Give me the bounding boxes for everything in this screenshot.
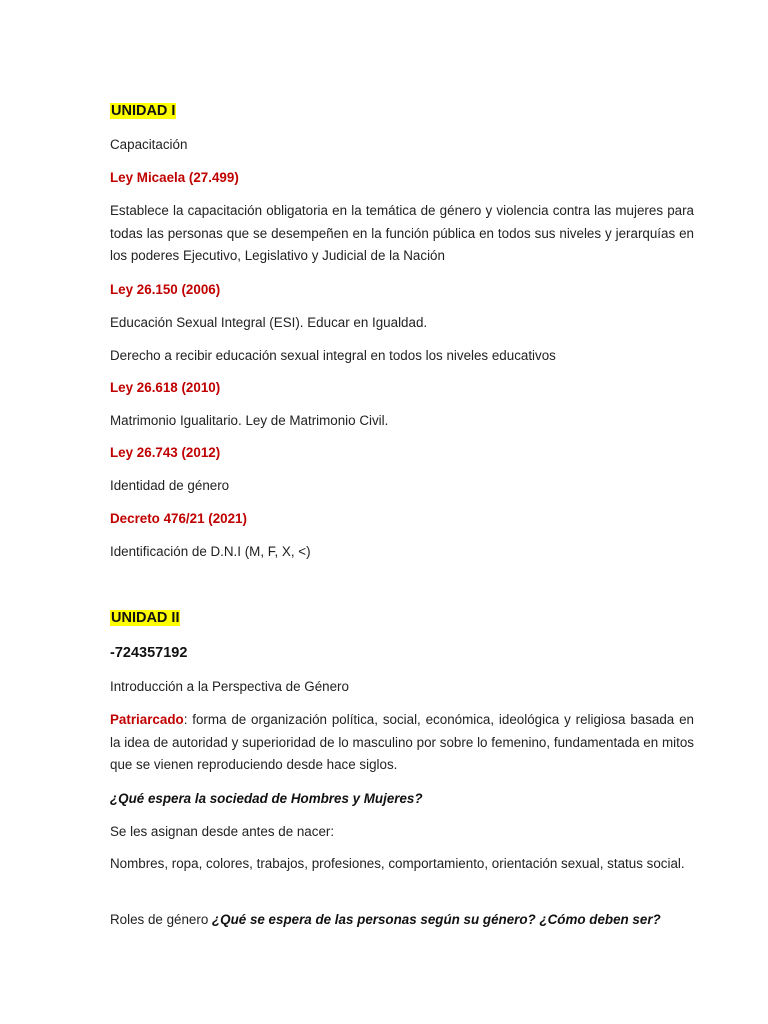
law-description: Matrimonio Igualitario. Ley de Matrimonio Civil. <box>110 413 389 428</box>
roles-paragraph <box>110 909 661 932</box>
roles-label: Roles de género <box>110 912 212 927</box>
law-description: Identidad de género <box>110 478 230 493</box>
unit-2-intro: Introducción a la Perspectiva de Género <box>110 679 349 694</box>
patriarcado-definition: : forma de organización política, social, económica, ideológica y religiosa basada en la idea de autoridad y superioridad de lo masculino por sobre lo femenino, fundamentada en mitos que se vienen reproduciendo desde hace siglos. <box>110 712 694 772</box>
law-description: Educación Sexual Integral (ESI). Educar en Igualdad. <box>110 315 428 330</box>
unit-1-subtitle: Capacitación <box>110 137 188 152</box>
assigned-list: Nombres, ropa, colores, trabajos, profesiones, comportamiento, orientación sexual, status social. <box>110 856 685 871</box>
law-description: Derecho a recibir educación sexual integral en todos los niveles educativos <box>110 348 556 363</box>
law-description: Establece la capacitación obligatoria en la temática de género y violencia contra las mujeres para todas las personas que se desempeñen en la función pública en todos sus niveles y jerarquías en los poderes Ejecutivo, Legislativo y Judicial de la Nación <box>110 203 694 263</box>
society-question: ¿Qué espera la sociedad de Hombres y Mujeres? <box>110 791 423 806</box>
patriarcado-term: Patriarcado <box>110 712 184 727</box>
unit-2-title: UNIDAD II <box>111 610 180 626</box>
law-title: Ley Micaela (27.499) <box>110 170 239 185</box>
unit-2-heading <box>110 607 180 630</box>
law-title: Ley 26.618 (2010) <box>110 380 221 395</box>
roles-question: ¿Qué se espera de las personas según su género? ¿Cómo deben ser? <box>212 912 661 927</box>
unit-1-title: UNIDAD I <box>111 103 176 119</box>
document-page <box>110 0 694 1024</box>
assigned-text: Se les asignan desde antes de nacer: <box>110 824 335 839</box>
patriarcado-paragraph <box>110 709 694 777</box>
law-title: Ley 26.743 (2012) <box>110 445 221 460</box>
unit-2-number: -724357192 <box>110 645 188 661</box>
law-title: Ley 26.150 (2006) <box>110 282 221 297</box>
law-description: Identificación de D.N.I (M, F, X, <) <box>110 544 311 559</box>
unit-1-heading <box>110 100 176 123</box>
law-title: Decreto 476/21 (2021) <box>110 511 247 526</box>
